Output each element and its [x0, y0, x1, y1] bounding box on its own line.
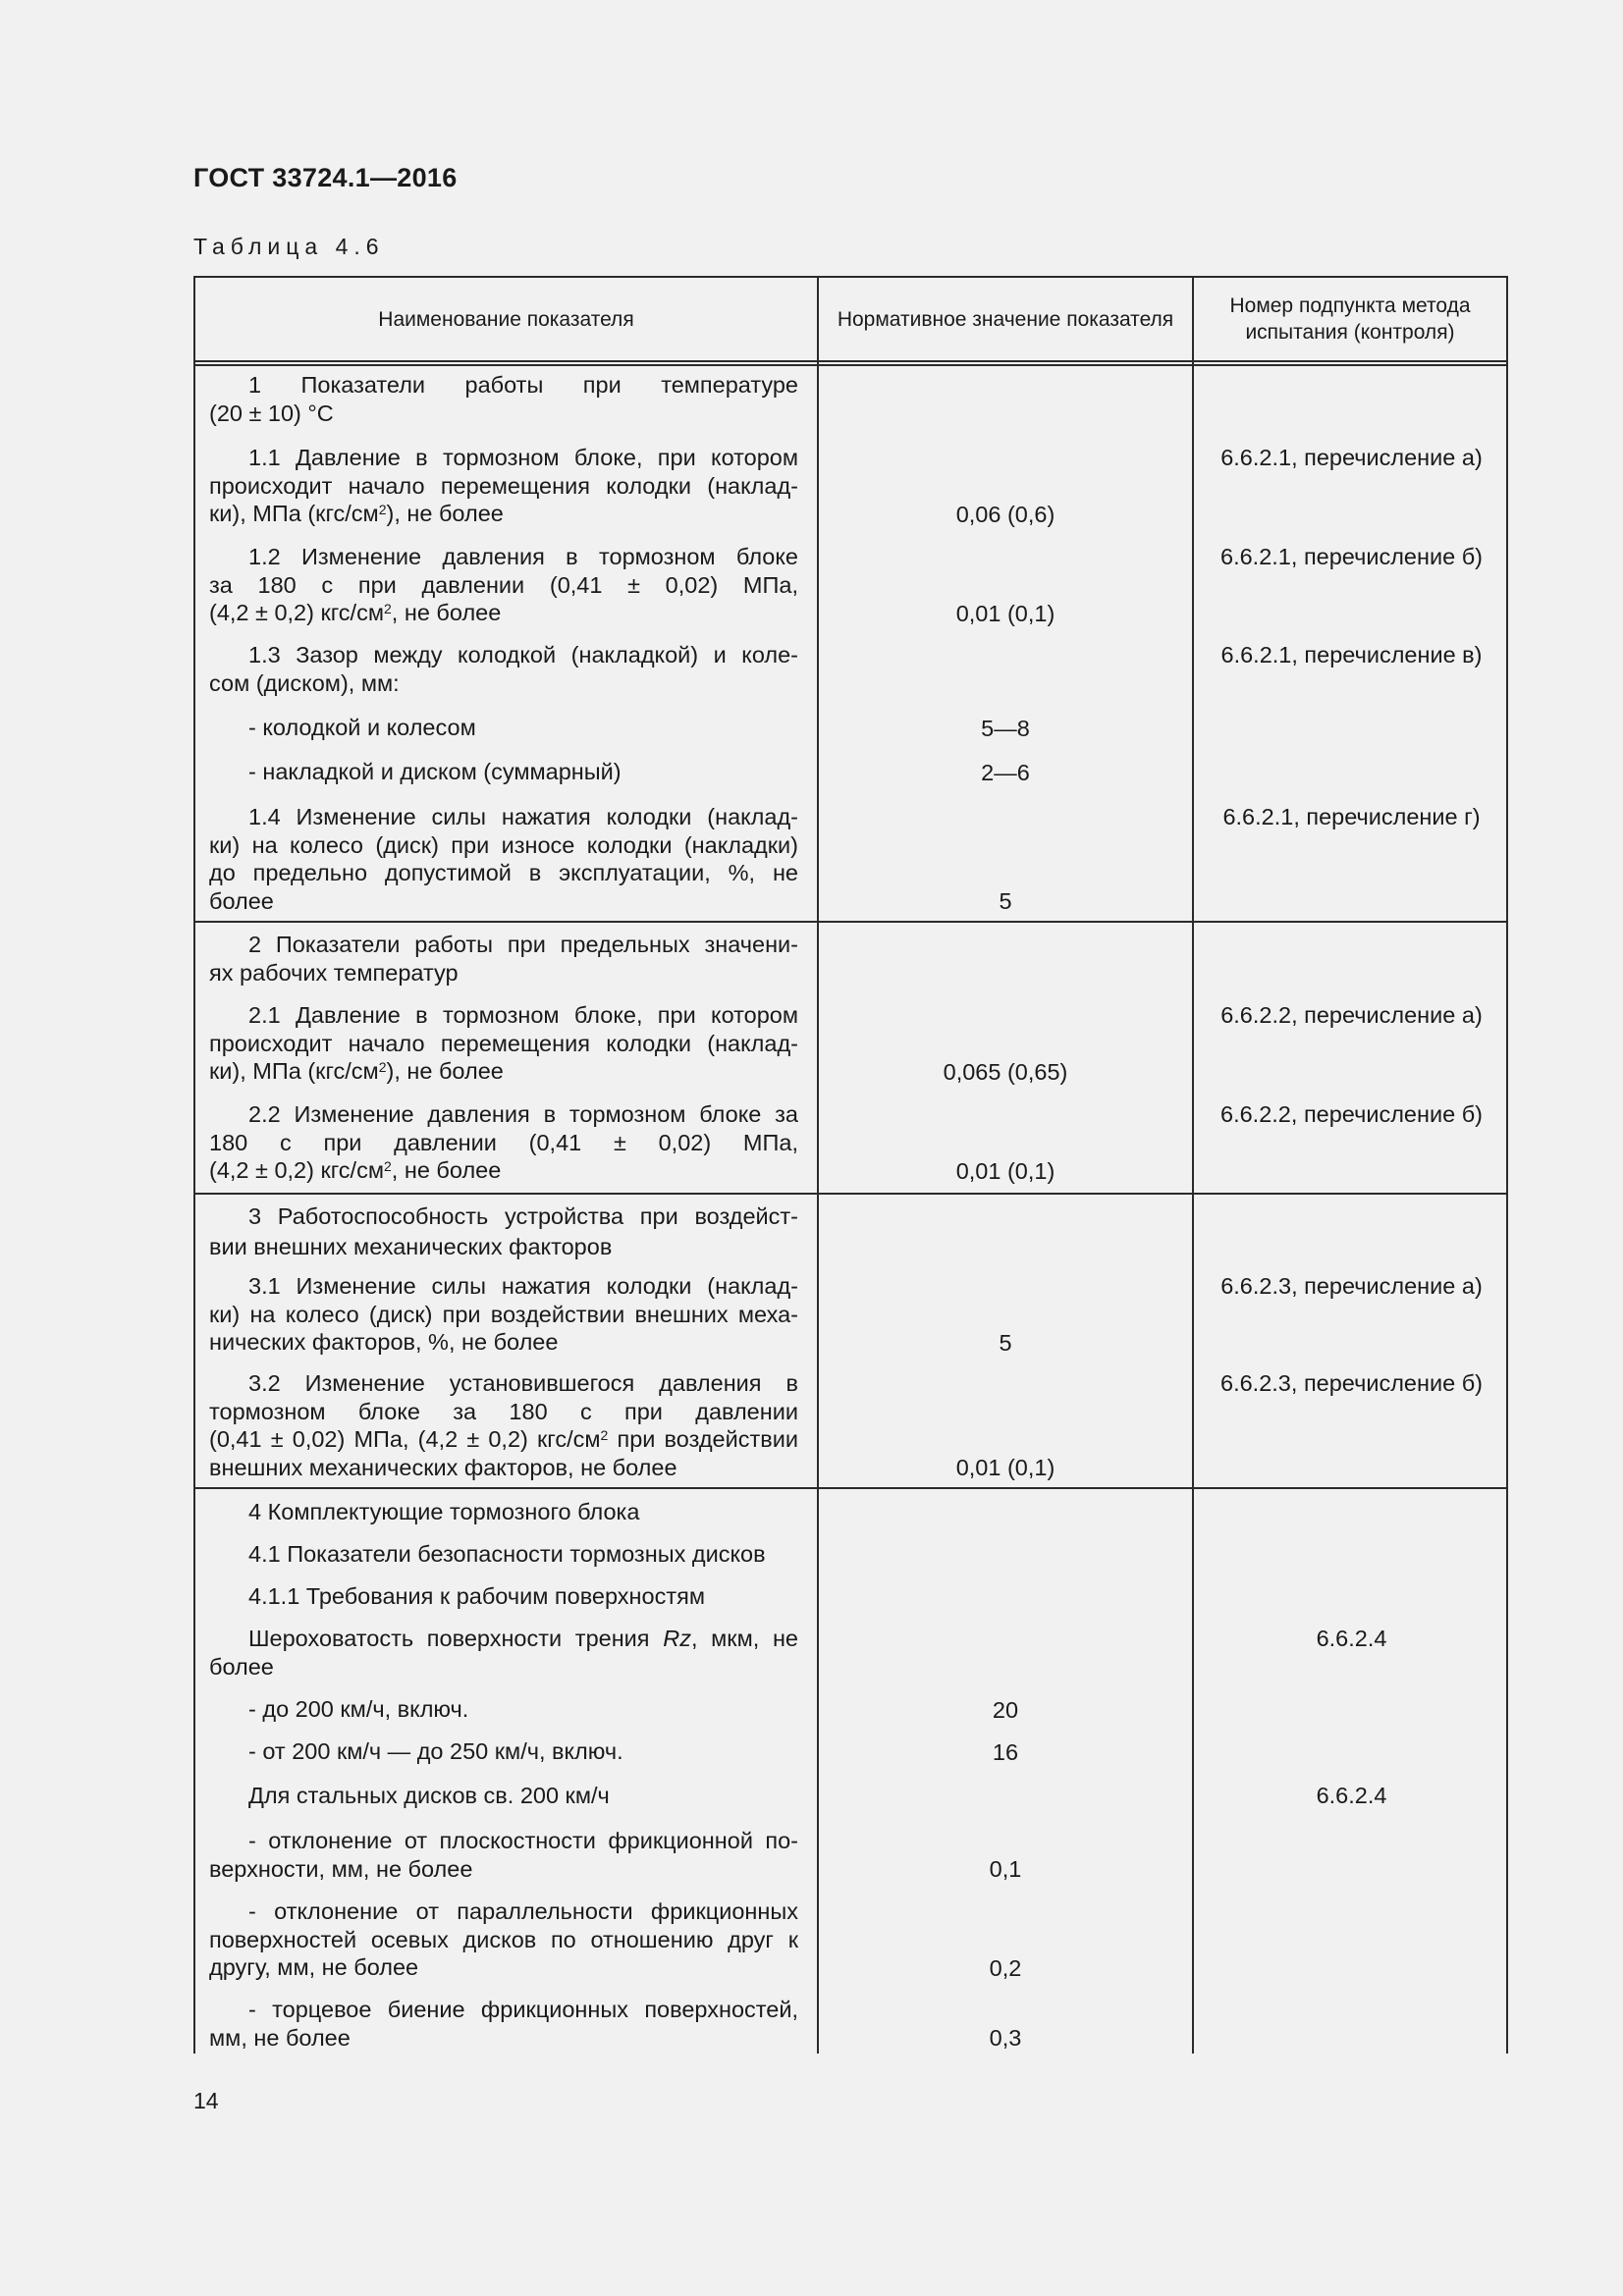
- indicator-name: 2.2 Изменение давления в тормозном блоке за 180 с при давлении (0,41 ± 0,02) МПа, (4,2 ± 0,2) кгс/$см^2$, не более: [209, 1101, 798, 1183]
- indicator-name: 1.1 Давление в тормозном блоке, при котором происходит начало перемещения колодки (наклад- ки), МПа $(кгс/см^2)$, не более: [209, 445, 798, 526]
- indicator-name: Для стальных дисков св. 200 км/ч: [248, 1783, 610, 1808]
- method-reference: 6.6.2.4: [1316, 1626, 1387, 1651]
- normative-value: 5: [999, 1329, 1012, 1356]
- requirements-table: [193, 276, 1508, 2054]
- table-row: [193, 1827, 1508, 1883]
- indicator-name: 4 Комплектующие тормозного блока: [248, 1499, 640, 1524]
- indicator-name: 2 Показатели работы при предельных значени- ях рабочих температур: [209, 932, 798, 986]
- method-reference: 6.6.2.2, перечисление б): [1220, 1101, 1483, 1127]
- table-row: [193, 1001, 1508, 1086]
- indicator-name: - отклонение от плоскостности фрикционной по- верхности, мм, не более: [209, 1828, 798, 1882]
- table-row: [193, 641, 1508, 697]
- section-divider: [193, 1193, 1508, 1195]
- method-reference: 6.6.2.2, перечисление а): [1220, 1002, 1483, 1028]
- table-row: [193, 758, 1508, 786]
- table-row: [193, 543, 1508, 627]
- method-reference: 6.6.2.1, перечисление б): [1220, 544, 1483, 569]
- table-row: [193, 371, 1508, 427]
- indicator-name: - торцевое биение фрикционных поверхностей, мм, не более: [209, 1997, 798, 2051]
- normative-value: 20: [992, 1696, 1019, 1723]
- indicator-name: 1.4 Изменение силы нажатия колодки (наклад- ки) на колесо (диск) при износе колодки (накладки) до предельно допустимой в эксплуатации, %, не более: [209, 804, 798, 914]
- normative-value: 0,01 (0,1): [955, 1454, 1055, 1480]
- table-row: [193, 931, 1508, 987]
- header-rule-2: [193, 364, 1508, 366]
- normative-value: 5: [999, 887, 1012, 914]
- indicator-name: 1 Показатели работы при температуре (20 ± 10) °C: [209, 372, 798, 426]
- indicator-name: 2.1 Давление в тормозном блоке, при котором происходит начало перемещения колодки (наклад- ки), МПа $(кгс/см^2)$, не более: [209, 1002, 798, 1084]
- normative-value: 0,2: [989, 1954, 1022, 1981]
- indicator-name: 1.2 Изменение давления в тормозном блоке за 180 с при давлении (0,41 ± 0,02) МПа, (4,2 ± 0,2) кгс/$см^2$, не более: [209, 544, 798, 625]
- normative-value: 0,1: [989, 1855, 1022, 1882]
- table-row: [193, 1897, 1508, 1982]
- table-row: [193, 1540, 1508, 1569]
- indicator-name: 3 Работоспособность устройства при воздейст- вии внешних механических факторов: [209, 1203, 798, 1259]
- method-reference: 6.6.2.1, перечисление а): [1220, 445, 1483, 470]
- column-header-method: Номер подпункта метода испытания (контроля): [1229, 294, 1471, 344]
- indicator-name: 1.3 Зазор между колодкой (накладкой) и коле- сом (диском), мм:: [209, 642, 798, 696]
- table-row: [193, 803, 1508, 915]
- table-row: [193, 1695, 1508, 1724]
- table-row: [193, 1782, 1508, 1810]
- indicator-name: 4.1.1 Требования к рабочим поверхностям: [248, 1583, 705, 1609]
- normative-value: 0,3: [989, 2024, 1022, 2051]
- indicator-name: - накладкой и диском (суммарный): [248, 759, 622, 784]
- table-row: [193, 1369, 1508, 1481]
- indicator-name: 3.2 Изменение установившегося давления в тормозном блоке за 180 с при давлении (0,41 ± 0,02) МПа, (4,2 ± 0,2) кгс/$см^2$ при воздействии внешних механических факторов, не более: [209, 1370, 798, 1480]
- table-row: [193, 1625, 1508, 1681]
- table-row: [193, 1582, 1508, 1611]
- method-reference: 6.6.2.3, перечисление б): [1220, 1370, 1483, 1396]
- table-caption: Таблица 4.6: [193, 234, 385, 259]
- indicator-name: - до 200 км/ч, включ.: [248, 1696, 469, 1722]
- table-row: [193, 714, 1508, 742]
- normative-value: 5—8: [981, 715, 1030, 741]
- table-row: [193, 1100, 1508, 1185]
- normative-value: 0,065 (0,65): [943, 1058, 1068, 1085]
- method-reference: 6.6.2.4: [1316, 1783, 1387, 1808]
- method-reference: 6.6.2.3, перечисление а): [1220, 1273, 1483, 1299]
- table-row: [193, 1272, 1508, 1357]
- normative-value: 0,01 (0,1): [955, 600, 1055, 626]
- method-reference: 6.6.2.1, перечисление г): [1222, 804, 1481, 829]
- method-reference: 6.6.2.1, перечисление в): [1220, 642, 1483, 667]
- page-number: 14: [193, 2088, 219, 2113]
- indicator-name: - от 200 км/ч — до 250 км/ч, включ.: [248, 1738, 623, 1764]
- column-header-name: Наименование показателя: [378, 307, 634, 331]
- normative-value: 0,06 (0,6): [955, 501, 1055, 527]
- table-row: [193, 1498, 1508, 1526]
- table-row: [193, 444, 1508, 528]
- section-divider: [193, 1487, 1508, 1489]
- normative-value: 0,01 (0,1): [955, 1157, 1055, 1184]
- indicator-name: - отклонение от параллельности фрикционных поверхностей осевых дисков по отношению друг к другу, мм, не более: [209, 1898, 798, 1980]
- column-header-value: Нормативное значение показателя: [837, 307, 1174, 331]
- table-row: [193, 1201, 1508, 1262]
- section-divider: [193, 921, 1508, 923]
- table-row: [193, 1996, 1508, 2052]
- indicator-name: - колодкой и колесом: [248, 715, 476, 740]
- table-row: [193, 1737, 1508, 1766]
- indicator-name: 3.1 Изменение силы нажатия колодки (наклад- ки) на колесо (диск) при воздействии внешних меха- нических факторов, %, не более: [209, 1273, 798, 1355]
- indicator-name: Шероховатость поверхности трения Rz, мкм, не более: [209, 1626, 798, 1680]
- normative-value: 16: [992, 1738, 1019, 1765]
- normative-value: 2—6: [981, 759, 1030, 785]
- indicator-name: 4.1 Показатели безопасности тормозных дисков: [248, 1541, 766, 1567]
- standard-title: ГОСТ 33724.1—2016: [193, 163, 458, 192]
